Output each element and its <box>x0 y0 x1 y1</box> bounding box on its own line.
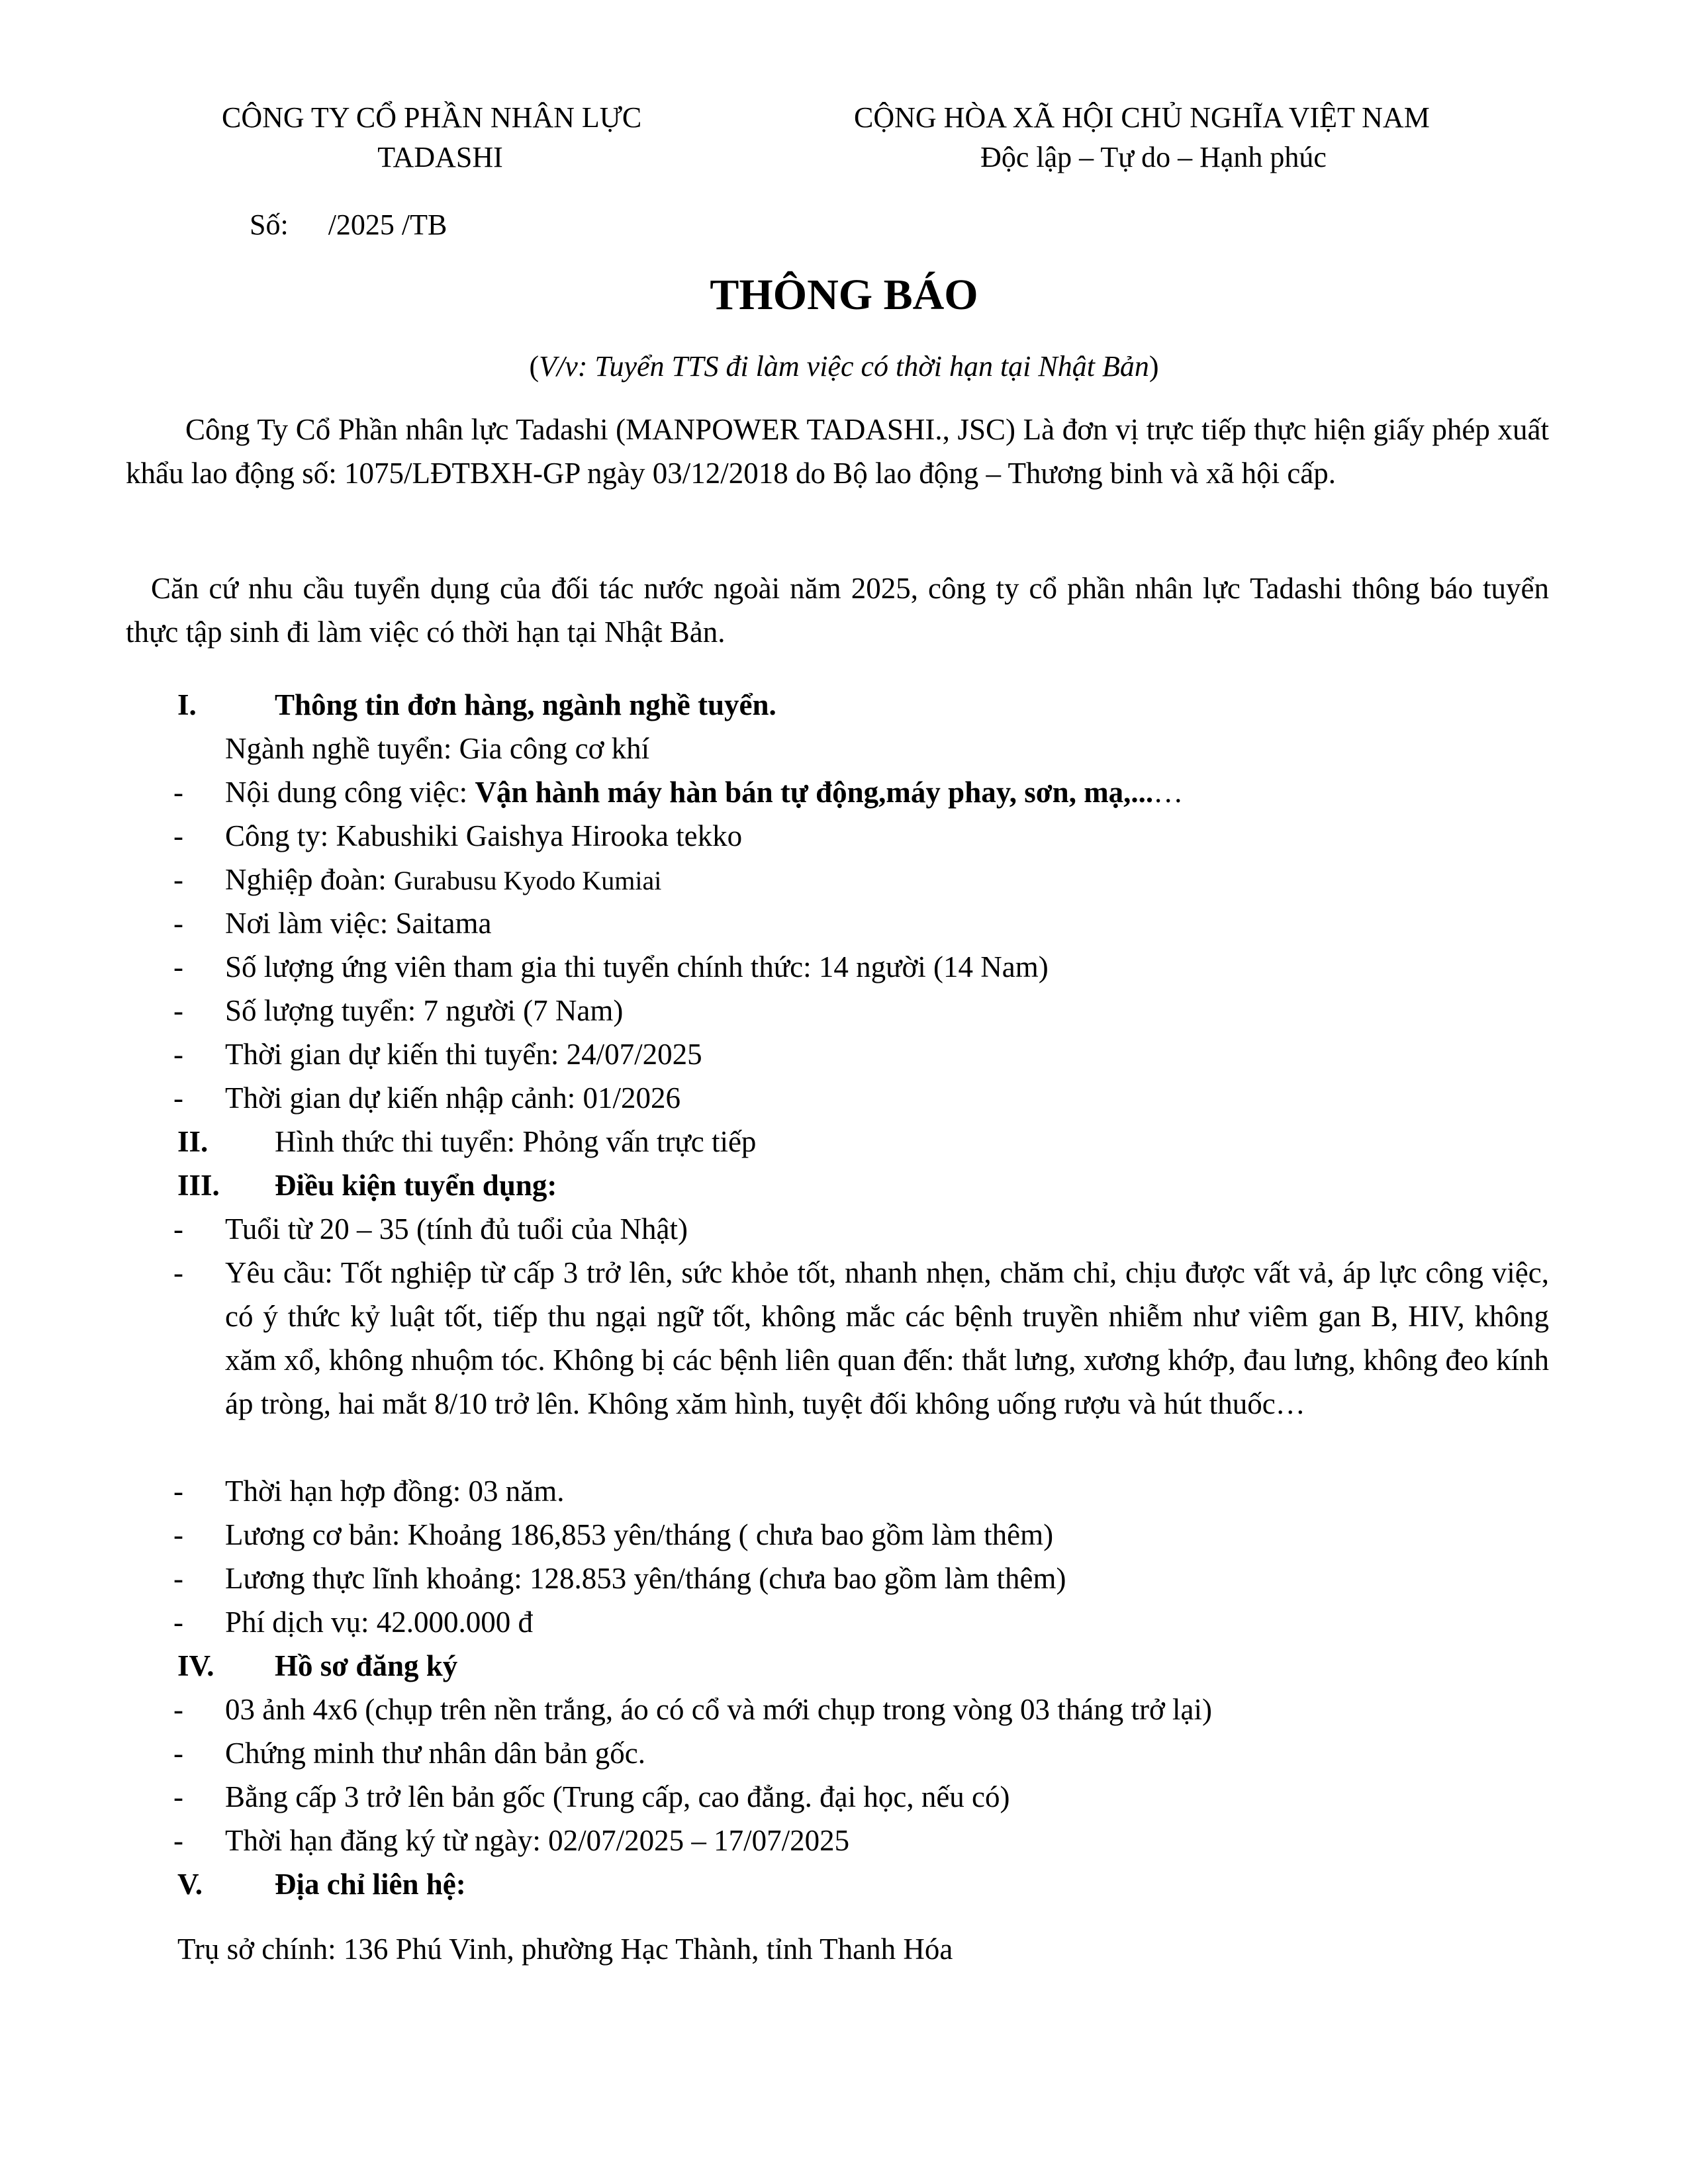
section-3-numeral: III. <box>177 1169 220 1202</box>
list-marker: - <box>173 1606 183 1639</box>
section-2-numeral: II. <box>177 1125 209 1158</box>
section-4-numeral: IV. <box>177 1649 214 1682</box>
section-1-numeral: I. <box>177 688 197 721</box>
national-motto-line2: Độc lập – Tự do – Hạnh phúc <box>980 141 1327 173</box>
list-item-age: Tuổi từ 20 – 35 (tính đủ tuổi của Nhật) <box>225 1212 688 1246</box>
company-name-line2: TADASHI <box>377 141 503 173</box>
list-marker: - <box>173 1562 183 1595</box>
list-item-base-salary: Lương cơ bản: Khoảng 186,853 yên/tháng ( chưa bao gồm làm thêm) <box>225 1518 1054 1551</box>
list-item-workplace: Nơi làm việc: Saitama <box>225 907 492 940</box>
section-2-heading: Hình thức thi tuyển: Phỏng vấn trực tiếp <box>275 1125 757 1158</box>
list-marker: - <box>173 1780 183 1813</box>
national-motto-line1: CỘNG HÒA XÃ HỘI CHỦ NGHĨA VIỆT NAM <box>854 101 1430 134</box>
list-item-service-fee: Phí dịch vụ: 42.000.000 đ <box>225 1606 534 1639</box>
list-marker: - <box>173 950 183 983</box>
list-item-id-card: Chứng minh thư nhân dân bản gốc. <box>225 1737 645 1770</box>
document-title: THÔNG BÁO <box>710 271 978 319</box>
list-marker: - <box>173 907 183 940</box>
list-marker: - <box>173 1518 183 1551</box>
document-subtitle <box>0 349 1688 383</box>
document-number <box>250 205 447 245</box>
list-item-diploma: Bằng cấp 3 trở lên bản gốc (Trung cấp, cao đẳng. đại học, nếu có) <box>225 1780 1010 1813</box>
list-marker: - <box>173 1212 183 1246</box>
list-item-recruit-count: Số lượng tuyển: 7 người (7 Nam) <box>225 994 624 1027</box>
job-content-value: Vận hành máy hàn bán tự động,máy phay, sơn, mạ,... <box>475 776 1154 809</box>
union-label: Nghiệp đoàn: <box>225 863 394 896</box>
document-number-value: /2025 /TB <box>328 208 447 241</box>
company-name-line1: CÔNG TY CỔ PHẦN NHÂN LỰC <box>222 101 642 134</box>
job-content-suffix: … <box>1153 776 1184 809</box>
subtitle-text: V/v: Tuyển TTS đi làm việc có thời hạn tại Nhật Bản <box>539 350 1149 383</box>
list-item-net-salary: Lương thực lĩnh khoảng: 128.853 yên/tháng (chưa bao gồm làm thêm) <box>225 1562 1066 1595</box>
job-content-label: Nội dung công việc: <box>225 776 475 809</box>
list-marker: - <box>173 1256 183 1289</box>
list-marker: - <box>173 1081 183 1115</box>
list-marker: - <box>173 1693 183 1726</box>
list-marker: - <box>173 776 183 809</box>
section-4-heading: Hồ sơ đăng ký <box>275 1649 458 1682</box>
list-marker: - <box>173 819 183 852</box>
subtitle-close-paren: ) <box>1149 350 1159 383</box>
list-item-company: Công ty: Kabushiki Gaishya Hirooka tekko <box>225 819 743 852</box>
list-marker: - <box>173 994 183 1027</box>
section-5-heading: Địa chỉ liên hệ: <box>275 1868 466 1901</box>
list-marker: - <box>173 863 183 896</box>
list-marker: - <box>173 1038 183 1071</box>
head-office-address: Trụ sở chính: 136 Phú Vinh, phường Hạc Thành, tỉnh Thanh Hóa <box>177 1933 953 1966</box>
section-3-heading: Điều kiện tuyển dụng: <box>275 1169 557 1202</box>
list-item-job-content <box>225 770 1183 814</box>
intro-paragraph-2: Căn cứ nhu cầu tuyển dụng của đối tác nước ngoài năm 2025, công ty cổ phần nhân lực Tadashi thông báo tuyển thực tập sinh đi làm việc có thời hạn tại Nhật Bản. <box>126 572 1549 649</box>
subtitle-open-paren: ( <box>529 350 539 383</box>
section-1-field-line: Ngành nghề tuyển: Gia công cơ khí <box>225 732 650 765</box>
list-item-registration-period: Thời hạn đăng ký từ ngày: 02/07/2025 – 17/07/2025 <box>225 1824 850 1857</box>
section-1-heading: Thông tin đơn hàng, ngành nghề tuyển. <box>275 688 776 721</box>
document-number-label: Số: <box>250 208 289 241</box>
list-item-exam-date: Thời gian dự kiến thi tuyển: 24/07/2025 <box>225 1038 702 1071</box>
list-marker: - <box>173 1475 183 1508</box>
list-item-union <box>225 858 661 903</box>
union-value: Gurabusu Kyodo Kumiai <box>393 866 662 895</box>
list-marker: - <box>173 1737 183 1770</box>
section-5-numeral: V. <box>177 1868 203 1901</box>
list-item-photos: 03 ảnh 4x6 (chụp trên nền trắng, áo có cổ và mới chụp trong vòng 03 tháng trở lại) <box>225 1693 1212 1726</box>
list-marker: - <box>173 1824 183 1857</box>
intro-paragraph-1: Công Ty Cổ Phần nhân lực Tadashi (MANPOWER TADASHI., JSC) Là đơn vị trực tiếp thực hiện giấy phép xuất khẩu lao động số: 1075/LĐTBXH-GP ngày 03/12/2018 do Bộ lao động – Thương binh và xã hội cấp. <box>126 413 1549 490</box>
list-item-contract-term: Thời hạn hợp đồng: 03 năm. <box>225 1475 565 1508</box>
list-item-entry-date: Thời gian dự kiến nhập cảnh: 01/2026 <box>225 1081 681 1115</box>
list-item-requirements: Yêu cầu: Tốt nghiệp từ cấp 3 trở lên, sức khỏe tốt, nhanh nhẹn, chăm chỉ, chịu được vất vả, áp lực công việc, có ý thức kỷ luật tốt, tiếp thu ngại ngữ tốt, không mắc các bệnh truyền nhiễm như viêm gan B, HIV, không xăm xổ, không nhuộm tóc. Không bị các bệnh liên quan đến: thắt lưng, xương khớp, đau lưng, không đeo kính áp tròng, hai mắt 8/10 trở lên. Không xăm hình, tuyệt đối không uống rượu và hút thuốc… <box>225 1256 1549 1420</box>
list-item-candidate-count: Số lượng ứng viên tham gia thi tuyển chính thức: 14 người (14 Nam) <box>225 950 1049 983</box>
